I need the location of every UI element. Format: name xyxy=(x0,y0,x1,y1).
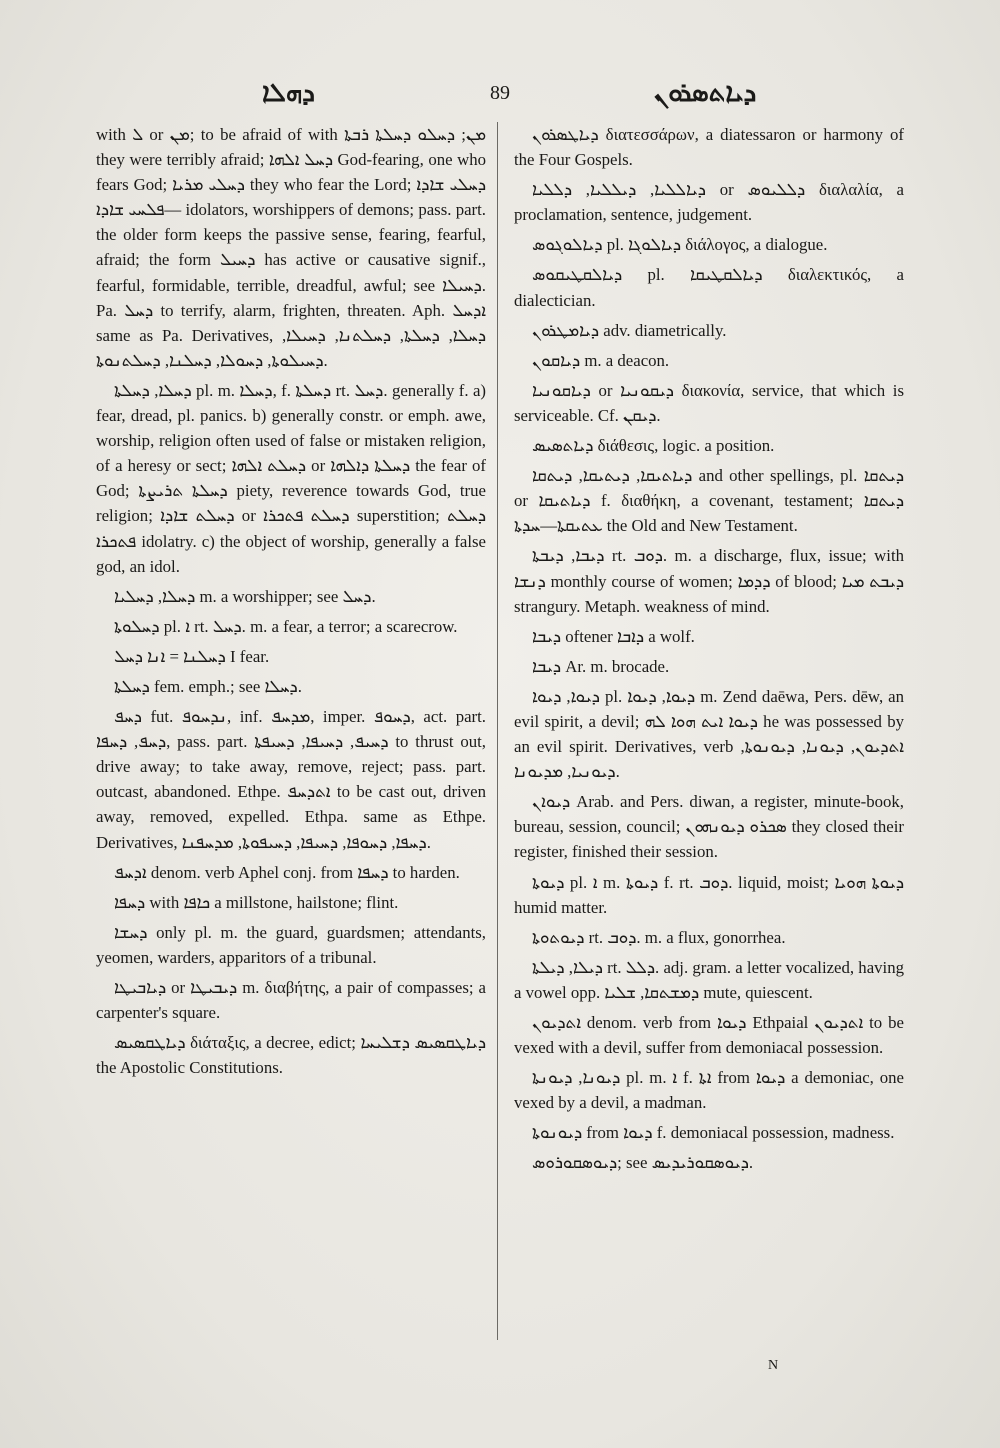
dictionary-entry: ܕܝܒܐ, ܕܝܒܬܐ rt. ܕܘܒ. m. a discharge, flux, issue; with ܕܢܫܐ monthly course of women; ܕܕܡܐ of blood; ܕܝܒܬ ܡܝܐ strangury. Metaph. weakness of mind. xyxy=(514,546,905,616)
dictionary-entry: ܕܚܫܐ only pl. m. the guard, guardsmen; attendants, yeomen, warders, apparitors of a tribunal. xyxy=(96,922,486,967)
dictionary-entry: ܕܝܐܠܘܓܘܣ pl. ܕܝܐܠܘܓܐ διάλογος, a dialogue. xyxy=(532,235,828,255)
signature-mark: N xyxy=(768,1358,779,1373)
dictionary-entry: ܕܚܠܘܬܐ pl. ܐ rt. ܕܚܠ. m. a fear, a terror; a scarecrow. xyxy=(114,616,458,636)
running-head-left: ܕܗܠܐ xyxy=(262,78,315,108)
page-number: 89 xyxy=(490,82,510,104)
dictionary-entry: ܕܚܦ fut. ܢܕܚܘܦ, inf. ܡܕܚܦ, imper. ܕܚܘܦ, act. part. ܕܚܦ, ܕܚܦܐ, pass. part. ܕܚܝܦ, ܕܚܝܦܐ, ܕܚܝܦܬܐ to thrust out, drive away; to take away, remove, reject; pass. part. outcast, abandoned. Ethpe. ܐܬܕܚܦ to be cast out, driven away, removed, expelled. Ethpa. same as Ethpe. Derivatives, ܕܚܦܐ, ܕܚܘܦܐ, ܕܚܝܦܐ, ܕܚܝܦܘܬܐ, ܡܕܚܦܢܐ. xyxy=(96,707,486,852)
dictionary-entry: ܕܝܐܛܣܪܘܢ διατεσσάρων, a diatessaron or harmony of the Four Gospels. xyxy=(514,125,904,170)
dictionary-entry: ܕܚܦܐ with ܟܐܦܐ a millstone, hailstone; flint. xyxy=(114,892,399,912)
dictionary-entry: ܕܝܐܬܣܝܣ διάθεσις, logic. a position. xyxy=(532,436,775,456)
dictionary-entry: ܕܝܠܐ, ܕܝܠܬܐ rt. ܕܠܠ. adj. gram. a letter vocalized, having a vowel opp. ܕܡܫܬܩܐ, ܫܠܝܐ mute, quiescent. xyxy=(514,957,904,1002)
right-column xyxy=(514,122,904,1181)
dictionary-entry: ܕܝܘܬܐ pl. ܐ m. ܕܝܘܬܐ f. rt. ܕܘܒ. liquid, moist; ܕܝܘܬܐ ܗܘܝܐ humid matter. xyxy=(514,872,905,917)
dictionary-entry: ܕܝܘܬܘܬܐ rt. ܕܘܒ. m. a flux, gonorrhea. xyxy=(532,927,786,947)
dictionary-entry: ܐܕܚܦ denom. verb Aphel conj. from ܕܚܦܐ to harden. xyxy=(114,862,460,882)
dictionary-entry: ܕܚܠܢܐ = ܐܢܐ ܕܚܠ I fear. xyxy=(114,646,270,666)
dictionary-entry: ܕܝܘܣܩܘܪܘܣ; see ܕܝܘܣܩܘܪܝܕܝܣ. xyxy=(532,1153,754,1173)
dictionary-entry: with ܠ or ܡܢ; to be afraid of with ܡܢ; ܕܚܠܘ ܕܚܠܬܐ ܪܒܬܐ they were terribly afraid; ܕܚܠ ܐܠܗܐ God-fearing, one who fears God; ܕܚܠܝ ܡܪܝܐ they who fear the Lord; ܕܚܠܝ ܫܐܕܐ—ܦܠܚܝ ܫܐܕܐ idolators, worshippers of demons; pass. part. the older form keeps the passive sense, fearing, fearful, afraid; the form ܕܚܝܠ has active or causative signif., fearful, formidable, terrible, dreadful, awful; see ܕܚܝܠܐ. Pa. ܕܚܠ to terrify, alarm, frighten, threaten. Aph. ܐܕܚܠ same as Pa. Derivatives, ܕܚܠܐ, ܕܚܠܬܐ, ܕܚܠܬܢܐ, ܕܚܝܠܐ, ܕܚܝܠܘܬܐ, ܕܚܘܠܐ, ܕܚܠܢܐ, ܕܚܠܬܢܘܬܐ. xyxy=(96,125,487,370)
dictionary-entry: ܕܝܐܠܠܝܐ, ܕܝܠܠܝܐ, ܕܠܠܝܐ or ܕܠܠܝܘܣ διαλαλία, a proclamation, sentence, judgement. xyxy=(514,180,905,225)
dictionary-entry: ܕܚܠܬܐ fem. emph.; see ܕܚܠܐ. xyxy=(114,676,302,696)
column-divider xyxy=(497,122,498,1340)
running-head-right: ܕܝܐܬܣܪܘܢ xyxy=(654,78,757,108)
dictionary-entry: ܕܝܘܐ, ܕܝܘܐ pl. ܕܝܘܐ, ܕܝܘܐ m. Zend daēwa, Pers. dēw, an evil spirit, a devil; ܕܝܘܐ ܐܝܬ ܗܘܐ ܠܗ he was possessed by an evil spirit. Derivatives, verb ܐܬܕܝܘܢ, ܕܝܘܢܐ, ܕܝܘܢܘܬܐ, ܕܝܘܢܝܐ, ܡܕܝܘܢܐ. xyxy=(514,686,904,782)
dictionary-entry: ܕܝܐܠܩܛܝܩܘܣ pl. ܕܝܐܠܩܛܝܩܐ διαλεκτικός, a dialectician. xyxy=(514,265,904,310)
dictionary-entry: ܕܝܐܛܩܣܝܣ διάταξις, a decree, edict; ܕܝܐܛܩܣܝܣ ܕܫܠܝܚܐ the Apostolic Constitutions. xyxy=(96,1033,486,1078)
dictionary-entry: ܕܝܘܢܐ, ܕܝܘܢܬܐ pl. m. ܐ f. ܐܬܐ from ܕܝܘܐ a demoniac, one vexed by a devil, a madman. xyxy=(514,1068,904,1113)
dictionary-entry: ܕܚܠܐ, ܕܚܠܝܐ m. a worshipper; see ܕܚܠ. xyxy=(114,586,376,606)
dictionary-entry: ܕܝܐܬܝܩܐ, ܕܝܬܝܩܐ, ܕܝܬܩܐ and other spellings, pl. ܕܝܬܩܐ or ܕܝܐܬܝܩܐ f. διαθήκη, a covenant, testament; ܕܝܬܩܐ ܥܬܝܩܬܐ—ܚܕܬܐ the Old and New Testament. xyxy=(514,466,904,536)
dictionary-entry: ܕܝܘܐܢ Arab. and Pers. diwan, a register, minute-book, bureau, session, council; ܣܟܪܘ ܕܝܘܢܗܘܢ they closed their register, finished their session. xyxy=(514,792,904,862)
dictionary-entry: ܕܝܐܒܝܛܐ or ܕܝܒܝܛܐ m. διαβήτης, a pair of compasses; a carpenter's square. xyxy=(96,978,486,1023)
dictionary-entry: ܕܝܐܩܘܢ m. a deacon. xyxy=(532,350,670,370)
dictionary-entry: ܕܝܘܢܘܬܐ from ܕܝܘܐ f. demoniacal possession, madness. xyxy=(532,1123,895,1143)
dictionary-entry: ܕܝܒܐ oftener ܕܐܒܐ a wolf. xyxy=(532,626,695,646)
dictionary-entry: ܕܝܐܩܘܢܝܐ or ܕܝܩܘܢܝܐ διακονία, service, that which is serviceable. Cf. ܕܝܩܢ. xyxy=(514,380,905,425)
dictionary-entry: ܕܚܠܐ, ܕܚܠܬܐ pl. m. ܕܚܠܐ, f. ܕܚܠܬܐ rt. ܕܚܠ. generally f. a) fear, dread, pl. panics. b) generally constr. or emph. awe, worship, religion often used of false or mistaken religion, of a heresy or sect; ܕܚܠܬ ܐܠܗܐ or ܕܚܠܬܐ ܕܐܠܗܐ the fear of God; ܕܚܠܬܐ ܬܪܝܨܬܐ piety, reverence towards God, true religion; ܕܚܠܬ ܫܐܕܐ or ܕܚܠܬ ܦܬܟܪܐ superstition; ܕܚܠܬ ܦܬܟܪܐ idolatry. c) the object of worship, generally a false god, an idol. xyxy=(96,380,487,576)
dictionary-entry: ܕܝܒܐ Ar. m. brocade. xyxy=(532,656,670,676)
dictionary-entry: ܕܝܐܡܛܪܘܢ adv. diametrically. xyxy=(532,320,727,340)
left-column xyxy=(96,122,486,1085)
dictionary-entry: ܐܬܕܝܘܢ denom. verb from ܕܝܘܐ Ethpaial ܐܬܕܝܘܢ to be vexed with a devil, suffer from demoniacal possession. xyxy=(514,1013,904,1058)
